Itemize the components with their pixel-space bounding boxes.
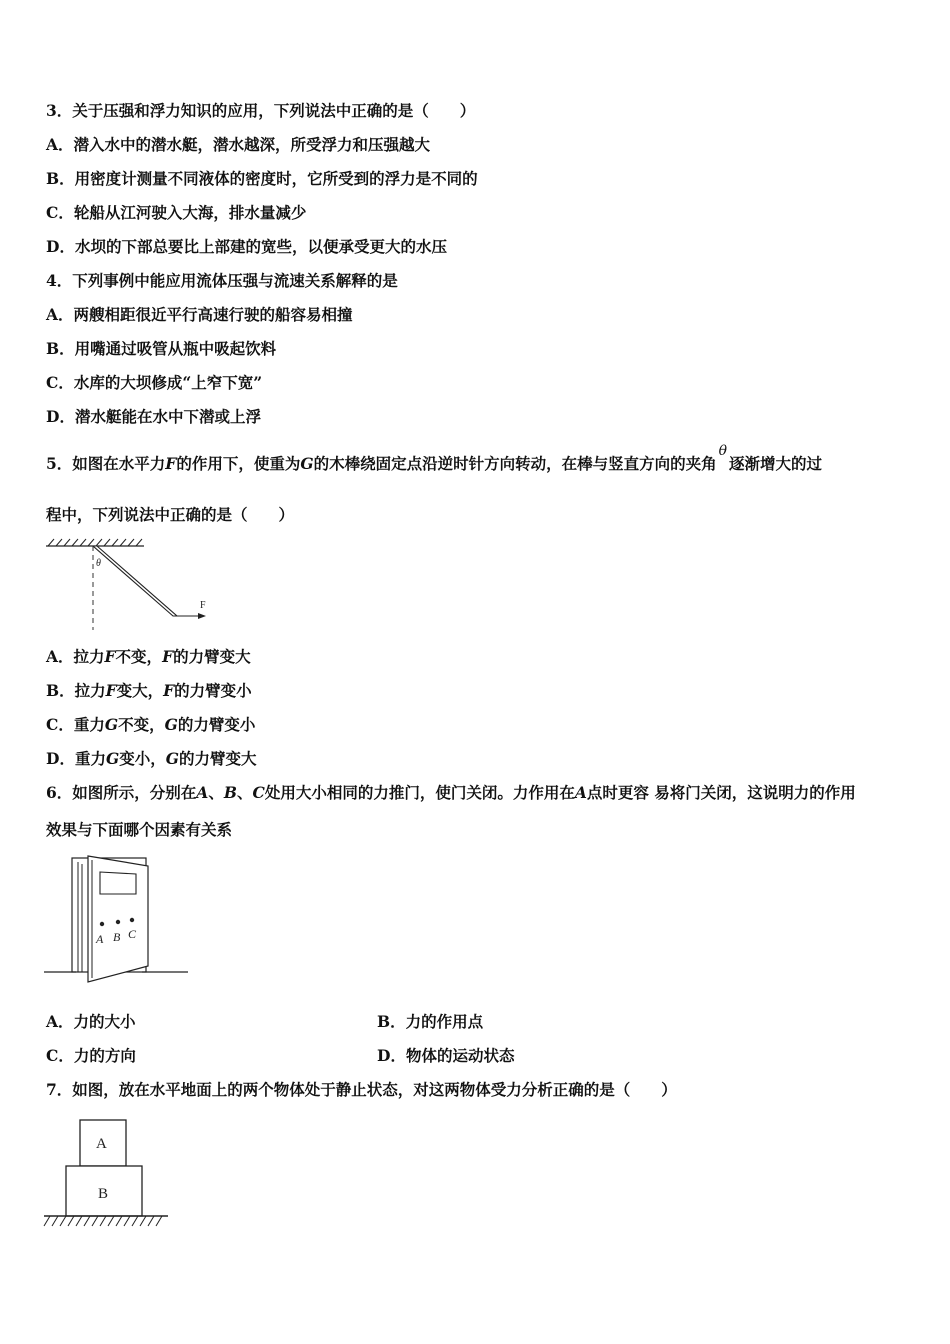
- point-c: [130, 918, 134, 922]
- q6-option-c: C．力的方向: [46, 1046, 136, 1065]
- q4-option-b: B．用嘴通过吸管从瓶中吸起饮料: [46, 339, 277, 358]
- fig-theta-label: θ: [96, 558, 101, 569]
- q3-option-b: B．用密度计测量不同液体的密度时，它所受到的浮力是不同的: [46, 169, 478, 188]
- q4-option-c: C．水库的大坝修成“上窄下宽”: [46, 373, 263, 392]
- svg-text:B: B: [113, 930, 121, 944]
- svg-text:C: C: [128, 927, 137, 941]
- point-b: [116, 920, 120, 924]
- q6-option-d: D．物体的运动状态: [377, 1046, 515, 1065]
- q6-option-b: B．力的作用点: [377, 1012, 484, 1031]
- door-figure: [44, 854, 190, 978]
- q4-option-d: D．潜水艇能在水中下潜或上浮: [46, 407, 261, 426]
- lever-figure: [44, 536, 214, 632]
- q3-option-a: A．潜入水中的潜水艇，潜水越深，所受浮力和压强越大: [46, 135, 431, 154]
- q3-option-c: C．轮船从江河驶入大海，排水量减少: [46, 203, 307, 222]
- q3-option-d: D．水坝的下部总要比上部建的宽些，以便承受更大的水压: [46, 237, 447, 256]
- q5-stem-line2: 程中，下列说法中正确的是（ ）: [46, 505, 295, 524]
- door-panel: [88, 856, 148, 982]
- q6-stem-line1: 6．如图所示，分别在A、B、C处用大小相同的力推门，使门关闭。力作用在A点时更容 易将门关闭，这说明力的作用: [46, 783, 856, 802]
- svg-text:A: A: [96, 932, 104, 946]
- q6-stem-line2: 效果与下面哪个因素有关系: [46, 820, 233, 839]
- q5-stem-line1: 5．如图在水平力F的作用下，使重为G的木棒绕固定点沿逆时针方向转动，在棒与竖直方向的夹角θ逐渐增大的过: [46, 443, 823, 473]
- q5-option-a: A．拉力F不变，F的力臂变大: [46, 647, 251, 666]
- q4-stem: 4．下列事例中能应用流体压强与流速关系解释的是: [46, 271, 398, 290]
- block-a-label: A: [96, 1136, 107, 1152]
- theta-symbol: θ: [718, 443, 728, 459]
- blocks-figure: [44, 1116, 170, 1234]
- q5-option-c: C．重力G不变，G的力臂变小: [46, 715, 256, 734]
- q5-option-d: D．重力G变小，G的力臂变大: [46, 749, 257, 768]
- block-b-label: B: [98, 1186, 109, 1202]
- point-a: [100, 922, 104, 926]
- q4-option-a: A．两艘相距很近平行高速行驶的船容易相撞: [46, 305, 353, 324]
- q6-option-a: A．力的大小: [46, 1012, 136, 1031]
- fig-force-label: F: [200, 600, 206, 611]
- q3-stem: 3．关于压强和浮力知识的应用，下列说法中正确的是（ ）: [46, 101, 476, 120]
- wooden-rod: [93, 546, 177, 616]
- q5-option-b: B．拉力F变大，F的力臂变小: [46, 681, 252, 700]
- q7-stem: 7．如图，放在水平地面上的两个物体处于静止状态，对这两物体受力分析正确的是（ ）: [46, 1080, 677, 1099]
